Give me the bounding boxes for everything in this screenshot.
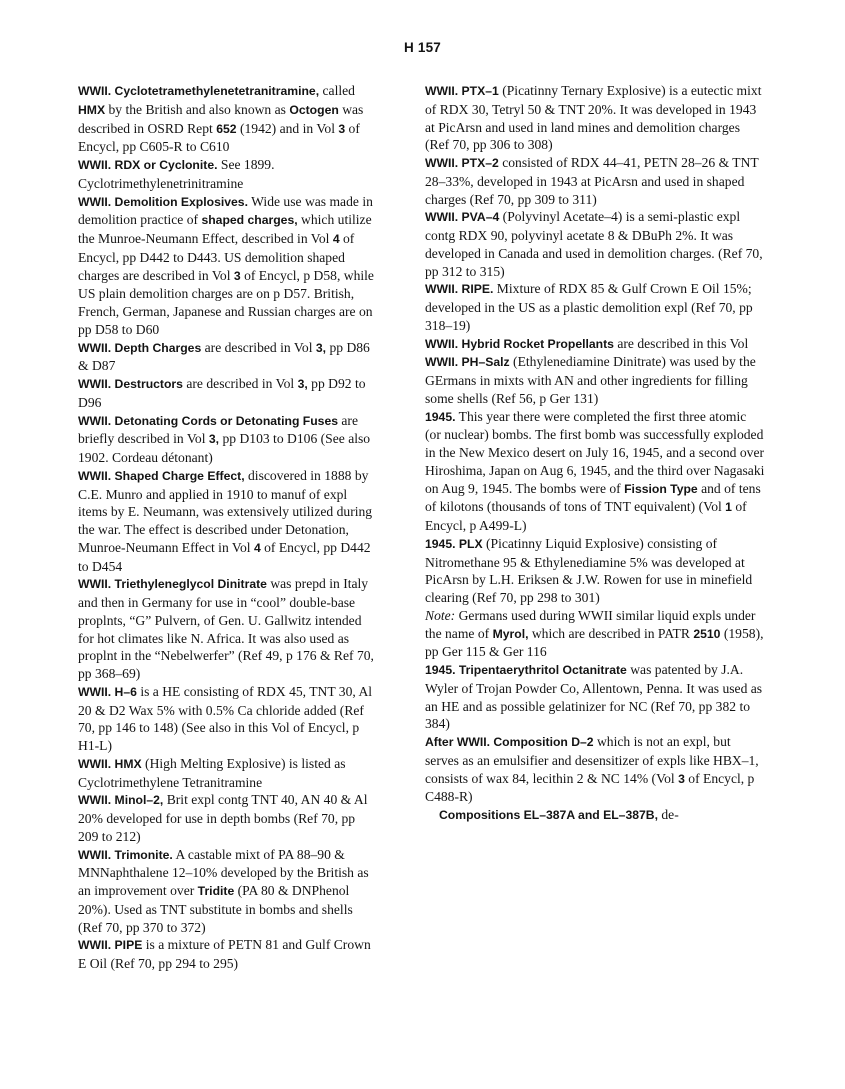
entry-text: was described in OSRD Rept bbox=[78, 101, 364, 136]
entry-text: This year there were completed the first three atomic (or nuclear) bombs. The first bomb was successfully exploded in the New Mexico desert on July 16, 1945, and a second over Hiroshima, Japan on Aug 6, 1945, and the third over Nagasaki on Aug 9, 1945. The bombs were of bbox=[425, 408, 765, 496]
entry-text: (Picatinny Liquid Explosive) consisting of Nitromethane 95 & Ethylenediamine 5% was developed at PicArsn by L.H. Eriksen & J.W. Rowen for use in minefield clearing (Ref 70, pp 298 to 301) bbox=[425, 535, 753, 605]
entry-paragraph bbox=[78, 339, 378, 376]
entry-heading: WWII. Demolition Explosives. bbox=[78, 194, 248, 209]
bold-term: HMX bbox=[78, 102, 106, 117]
entry-paragraph bbox=[78, 846, 378, 937]
entry-heading: WWII. Trimonite. bbox=[78, 847, 173, 862]
entry-text: (Picatinny Ternary Explosive) is a eutectic mixt of RDX 30, Tetryl 50 & TNT 20%. It was developed in 1943 at PicArsn and used in land mines and demolition charges (Ref 70, pp 306 to 308) bbox=[425, 83, 762, 153]
entry-heading: WWII. H–6 bbox=[78, 684, 137, 699]
entry-text: (Polyvinyl Acetate–4) is a semi-plastic expl contg RDX 90, polyvinyl acetate 8 & DBuPh 2%. It was developed in Canada and used in demolition charges. (Ref 70, pp 312 to 315) bbox=[425, 209, 763, 279]
entry-text: are described in Vol bbox=[201, 339, 316, 355]
bold-term: shaped charges, bbox=[201, 213, 298, 228]
entry-paragraph bbox=[425, 280, 765, 334]
bold-term: 3 bbox=[338, 121, 346, 136]
entry-text: by the British and also known as bbox=[105, 101, 290, 117]
bold-term: 3, bbox=[297, 377, 308, 391]
bold-term: Fission Type bbox=[624, 481, 698, 496]
entry-paragraph bbox=[425, 607, 765, 661]
entry-text: are described in Vol bbox=[182, 376, 298, 391]
bold-term: 3, bbox=[315, 340, 327, 355]
entry-heading: WWII. PIPE bbox=[78, 938, 143, 953]
entry-paragraph bbox=[78, 683, 378, 755]
right-text-column bbox=[425, 82, 765, 825]
entry-heading: WWII. Minol–2, bbox=[78, 793, 164, 808]
entry-paragraph bbox=[425, 408, 765, 535]
entry-heading: After WWII. Composition D–2 bbox=[425, 735, 594, 749]
entry-text: was prepd in Italy and then in Germany for use in “cool” double-base proplnts, “G” Pulvern, of Gen. U. Gallwitz intended for hot climates like N. Africa. It was also used as proplnt in the “Nebelwerfer” (Ref 49, p 176 & Ref 70, pp 368–69) bbox=[78, 576, 374, 681]
entry-paragraph bbox=[78, 936, 378, 973]
entry-heading: WWII. HMX bbox=[78, 756, 142, 771]
entry-heading: WWII. PTX–1 bbox=[425, 84, 499, 98]
entry-text: are briefly described in Vol bbox=[78, 412, 358, 447]
entry-paragraph bbox=[78, 82, 378, 156]
entry-heading: WWII. Detonating Cords or Detonating Fuses bbox=[78, 413, 338, 428]
entry-text: Brit expl contg TNT 40, AN 40 & Al 20% developed for use in depth bombs (Ref 70, pp 209 to 212) bbox=[78, 792, 368, 844]
page-number-header: H 157 bbox=[403, 40, 442, 55]
entry-text: which utilize the Munroe-Neumann Effect, described in Vol bbox=[78, 212, 372, 246]
entry-heading: WWII. Triethyleneglycol Dinitrate bbox=[78, 577, 267, 592]
entry-paragraph bbox=[78, 755, 378, 792]
left-text-column bbox=[78, 82, 378, 973]
entry-paragraph bbox=[78, 791, 378, 845]
entry-heading: 1945. PLX bbox=[425, 536, 483, 551]
entry-paragraph bbox=[425, 82, 765, 154]
entry-text: consisted of RDX 44–41, PETN 28–26 & TNT 28–33%, developed in 1943 at PicArsn and used in shaped charges (Ref 70, pp 309 to 311) bbox=[425, 155, 759, 207]
bold-term: 4 bbox=[253, 540, 261, 555]
entry-paragraph bbox=[78, 193, 378, 339]
entry-paragraph bbox=[425, 806, 765, 825]
entry-text: of Encycl, p D58, while US plain demolition charges are on p D57. British, French, German, Japanese and Russian charges are on pp D58 to D60 bbox=[78, 267, 374, 337]
entry-heading: WWII. PVA–4 bbox=[425, 210, 500, 225]
entry-heading: WWII. PH–Salz bbox=[425, 355, 510, 370]
entry-paragraph bbox=[78, 575, 378, 683]
entry-paragraph bbox=[425, 208, 765, 280]
entry-heading: WWII. RIPE. bbox=[425, 282, 494, 297]
entry-heading: WWII. Depth Charges bbox=[78, 340, 202, 355]
entry-heading: WWII. Hybrid Rocket Propellants bbox=[425, 336, 614, 351]
entry-paragraph bbox=[78, 375, 378, 412]
bold-term: 1 bbox=[725, 500, 732, 515]
entry-text: (PA 80 & DNPhenol 20%). Used as TNT substitute in bombs and shells (Ref 70, pp 370 to 372) bbox=[78, 883, 353, 935]
entry-text: (1958), pp Ger 115 & Ger 116 bbox=[425, 625, 764, 660]
entry-text: pp D86 & D87 bbox=[78, 339, 370, 374]
entry-paragraph bbox=[425, 335, 765, 354]
entry-heading: 1945. Tripentaerythritol Octanitrate bbox=[425, 663, 627, 677]
bold-term: 3 bbox=[233, 268, 241, 283]
entry-paragraph bbox=[78, 156, 378, 193]
entry-text: which is not an expl, but serves as an emulsifier and desensitizer of expls like HBX–1, consists of wax 84, lecithin 2 & NC 14% (Vol bbox=[425, 734, 759, 786]
entry-heading: WWII. RDX or Cyclonite. bbox=[78, 158, 218, 172]
entry-text: are described in this Vol bbox=[613, 335, 749, 351]
entry-heading: WWII. Cyclotetramethylenetetranitramine, bbox=[78, 84, 320, 98]
entry-paragraph bbox=[78, 467, 378, 576]
entry-text: A castable mixt of PA 88–90 & MNNaphthalene 12–10% developed by the British as an improvement over bbox=[78, 846, 369, 898]
entry-text: of Encycl, p C488-R) bbox=[425, 770, 755, 805]
entry-text: called bbox=[319, 83, 355, 98]
entry-text: of Encycl, p A499-L) bbox=[425, 499, 747, 533]
entry-paragraph bbox=[425, 535, 765, 607]
entry-text: discovered in 1888 by C.E. Munro and applied in 1910 to manuf of expl items by E. Neumann, was extensively utilized during the war. The effect is described under Detonation, Munroe-Neumann Effect in Vol bbox=[78, 467, 373, 555]
entry-text: (Ethylenediamine Dinitrate) was used by the GErmans in mixts with AN and other ingredients for filling some shells (Ref 56, p Ger 131) bbox=[425, 354, 756, 406]
entry-paragraph bbox=[425, 661, 765, 733]
entry-heading: WWII. Destructors bbox=[78, 377, 183, 391]
entry-text: (1942) and in Vol bbox=[236, 120, 339, 136]
entry-paragraph bbox=[78, 412, 378, 467]
entry-text: pp D103 to D106 (See also 1902. Cordeau détonant) bbox=[78, 431, 371, 465]
entry-paragraph bbox=[425, 154, 765, 208]
entry-text: Mixture of RDX 85 & Gulf Crown E Oil 15%; developed in the US as a plastic demolition expl (Ref 70, pp 318–19) bbox=[425, 281, 753, 333]
bold-term: 3 bbox=[678, 771, 685, 786]
entry-heading: WWII. PTX–2 bbox=[425, 156, 499, 170]
entry-text: de- bbox=[657, 807, 679, 822]
bold-term: Myrol, bbox=[492, 626, 529, 641]
entry-heading: WWII. Shaped Charge Effect, bbox=[78, 468, 245, 483]
bold-term: Tridite bbox=[197, 884, 235, 898]
entry-text: of Encycl, pp D442 to D454 bbox=[78, 539, 371, 574]
bold-term: 3, bbox=[208, 432, 220, 447]
entry-text: of Encycl, pp C605-R to C610 bbox=[78, 120, 360, 155]
bold-term: 2510 bbox=[693, 626, 721, 641]
entry-paragraph bbox=[425, 733, 765, 806]
entry-text: See 1899. Cyclotrimethylenetrinitramine bbox=[78, 157, 275, 191]
entry-text: and of tens of kilotons (thousands of tons of TNT equivalent) (Vol bbox=[425, 480, 761, 515]
italic-note-label: Note: bbox=[425, 607, 456, 623]
entry-text: was patented by J.A. Wyler of Trojan Powder Co, Allentown, Penna. It was used as an HE and as possible gelatinizer for NC (Ref 70, pp 382 to 384) bbox=[425, 662, 763, 732]
entry-text: is a HE consisting of RDX 45, TNT 30, Al 20 & D2 Wax 5% with 0.5% Ca chloride added (Ref 70, pp 146 to 148) (See also in this Vol of Encycl, p H1-L) bbox=[78, 683, 373, 753]
entry-text: pp D92 to D96 bbox=[78, 376, 366, 410]
entry-text: of Encycl, pp D442 to D443. US demolition shaped charges are described in Vol bbox=[78, 231, 355, 283]
entry-text: is a mixture of PETN 81 and Gulf Crown E Oil (Ref 70, pp 294 to 295) bbox=[78, 937, 371, 971]
entry-heading: 1945. bbox=[425, 409, 456, 424]
bold-term: 4 bbox=[332, 232, 340, 246]
entry-text: Germans used during WWII similar liquid expls under the name of bbox=[425, 607, 756, 641]
entry-text: which are described in PATR bbox=[528, 625, 694, 641]
entry-text: Wide use was made in demolition practice of bbox=[78, 193, 373, 228]
entry-paragraph bbox=[425, 353, 765, 407]
bold-term: 652 bbox=[216, 121, 237, 136]
entry-text: (High Melting Explosive) is listed as Cyclotrimethylene Tetranitramine bbox=[78, 755, 346, 790]
entry-heading: Compositions EL–387A and EL–387B, bbox=[439, 808, 658, 822]
bold-term: Octogen bbox=[289, 102, 339, 117]
